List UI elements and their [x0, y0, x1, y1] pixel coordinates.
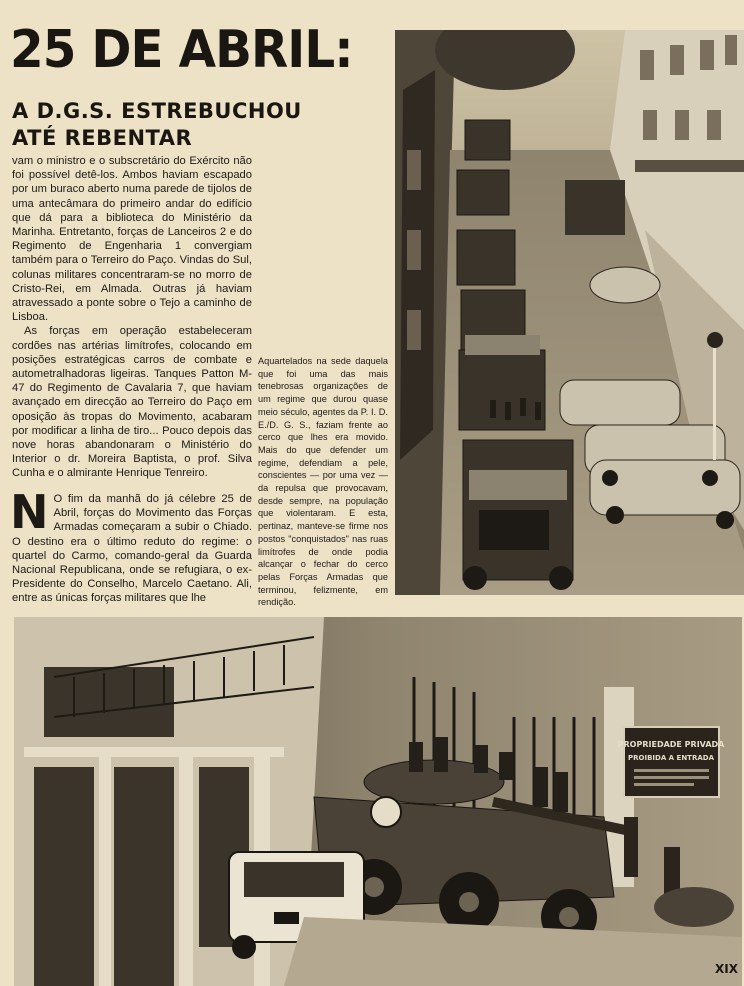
drop-cap: N: [10, 485, 49, 539]
caption-text: Aquartelados na sede daquela que foi uma das mais tenebrosas organizações de um regime que durou quase meio século, agentes da P. I. D. E./D. G. S., faziam frente ao cerco que lhes era movido. Mais do que defender um regime, defendiam a pele, conscientes — por uma vez — da repulsa que provocavam, desde sempre, na população que violentaram. E esta, pertinaz, manteve-se firme nos postos "conquistados" nas ruas limítrofes de onde podia alcançar o fechar do cerco pelas Forças Armadas que terminou, felizmente, em rendição.: [258, 356, 388, 608]
article-column-2: [10, 485, 252, 606]
sign-line-1: PROPRIEDADE PRIVADA: [617, 740, 725, 749]
photo-caption: [258, 355, 388, 609]
headline: 25 DE ABRIL:: [10, 20, 353, 80]
sign-line-2: PROIBIDA A ENTRADA: [628, 754, 714, 762]
page-number: XIX: [715, 962, 738, 976]
paragraph: O fim da manhã do já célebre 25 de Abril, forças do Movimento das Forças Armadas começaram a subir o Chiado. O destino era o último reduto do regime: o quartel do Carmo, comando-geral da Guarda Nacional Republicana, onde se refugiara, o ex-Presidente do Conselho, Marcelo Caetano. Ali, entre as únicas forças militares que lhe: [12, 493, 252, 605]
subhead-line-2: ATÉ REBENTAR: [12, 126, 193, 150]
photo-armored-car-at-gate: [14, 617, 742, 986]
subhead-line-1: A D.G.S. ESTREBUCHOU: [12, 99, 302, 123]
paragraph: As forças em operação estabeleceram cordões nas artérias limítrofes, colocando em posições estratégicas carros de combate e autometralhadoras ligeiras. Tanques Patton M-47 do Regimento de Cavalaria 7, que haviam avançado em direcção ao Terreiro do Paço em oposição às tropas do Movimento, acabaram por modificar a linha de tiro... Pouco depois das nove horas abandonaram o Ministério do Interior o dr. Moreira Baptista, o prof. Silva Cunha e o almirante Henrique Tenreiro.: [12, 325, 252, 480]
subheadline: [12, 98, 302, 152]
photo-street-military-convoy: [395, 30, 744, 595]
article-column-1: [12, 154, 252, 481]
paragraph: vam o ministro e o subscretário do Exército não foi possível detê-los. Ambos haviam escapado por um buraco aberto numa parede de tijolos de uma antecâmara do primeiro andar do edifício que dá para a biblioteca do Ministério da Marinha. Entretanto, forças de Lanceiros 2 e do Regimento de Engenharia 1 convergiam também para o Terreiro do Paço. Vindas do Sul, colunas militares concentraram-se no morro de Cristo-Rei, em Almada. Outras já haviam atravessado a ponte sobre o Tejo a caminho de Lisboa.: [12, 155, 252, 324]
